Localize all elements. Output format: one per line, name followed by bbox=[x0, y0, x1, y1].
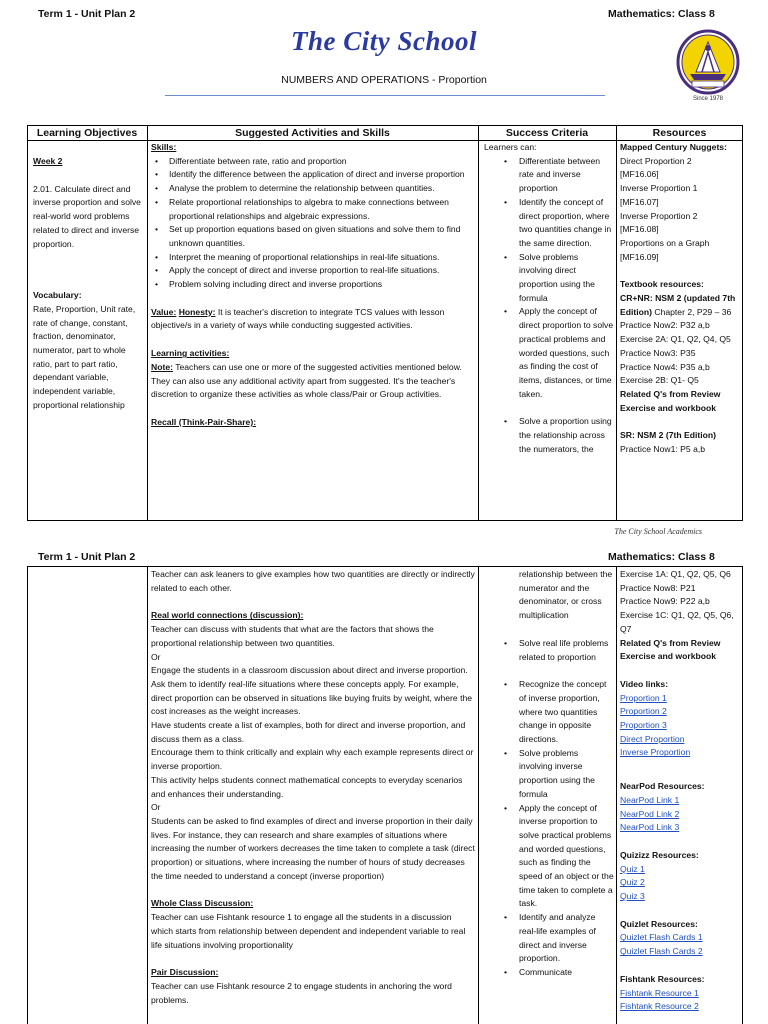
textbook-item: Practice Now3: P35 bbox=[620, 347, 696, 358]
skill-item: • Analyse the problem to determine the relationship between quantities. bbox=[151, 182, 475, 196]
textbook-item: Exercise 2A: Q1, Q2, Q4, Q5 bbox=[620, 334, 731, 345]
crest-tagline: Since 1978 bbox=[692, 96, 724, 102]
nearpod-link[interactable]: NearPod Link 1 bbox=[620, 794, 680, 805]
video-link[interactable]: Direct Proportion bbox=[620, 733, 685, 744]
nugget-item: Inverse Proportion 1 bbox=[620, 183, 698, 194]
nugget-code: [MF16.07] bbox=[620, 196, 659, 207]
criteria-item: • Apply the concept of direct proportion to solve practical problems and worded questions, such as finding the cost of items, distances, or time taken. bbox=[484, 305, 614, 401]
skill-item: • Set up proportion equations based on given situations and solve them to find unknown quantities. bbox=[151, 223, 475, 250]
criteria-intro: Learners can: bbox=[484, 142, 537, 152]
skill-item: • Interpret the meaning of proportional relationships in real-life situations. bbox=[151, 251, 475, 265]
quizlet-title: Quizlet Resources: bbox=[620, 918, 698, 929]
quiz-link[interactable]: Quiz 2 bbox=[620, 877, 645, 888]
criteria-item: • Solve problems involving inverse proportion using the formula bbox=[484, 747, 614, 802]
nugget-code: [MF16.08] bbox=[620, 224, 659, 235]
related-questions: Related Q's from Review Exercise and workbook bbox=[620, 637, 721, 662]
mapped-nuggets-title: Mapped Century Nuggets: bbox=[620, 142, 727, 152]
textbook-item: Practice Now9: P22 a,b bbox=[620, 596, 710, 607]
activity-paragraph: Engage the students in a classroom discussion about direct and inverse proportion. bbox=[151, 665, 468, 676]
success-criteria-cell bbox=[484, 141, 614, 519]
page2-criteria-cell bbox=[484, 568, 614, 1024]
nugget-item: Direct Proportion 2 bbox=[620, 155, 692, 166]
criteria-item: • Identify the concept of direct proportion, where two quantities change in the same direction. bbox=[484, 196, 614, 251]
resources-cell bbox=[620, 141, 742, 519]
school-name: The City School bbox=[290, 26, 477, 56]
page2-header-right: Mathematics: Class 8 bbox=[608, 551, 715, 563]
or-label: Or bbox=[151, 802, 161, 813]
or-label: Or bbox=[151, 651, 161, 662]
col-learning-objectives: Learning Objectives bbox=[36, 127, 138, 139]
week-label: Week 2 bbox=[33, 156, 63, 166]
page2-resources-cell bbox=[620, 568, 742, 1024]
skills-title: Skills: bbox=[151, 142, 177, 152]
skill-item: • Apply the concept of direct and inverse proportion to real-life situations. bbox=[151, 264, 475, 278]
video-links-title: Video links: bbox=[620, 678, 669, 689]
criteria-item: • Solve problems involving direct proportion using the formula bbox=[484, 251, 614, 306]
real-world-title: Real world connections (discussion): bbox=[151, 610, 304, 621]
criteria-item: • Solve real life problems related to proportion bbox=[484, 637, 614, 664]
quiz-link[interactable]: Quiz 1 bbox=[620, 863, 645, 874]
page2-header-left: Term 1 - Unit Plan 2 bbox=[38, 551, 136, 563]
skill-item: • Differentiate between rate, ratio and proportion bbox=[151, 155, 475, 169]
quizizz-title: Quizizz Resources: bbox=[620, 849, 699, 860]
col-suggested-activities: Suggested Activities and Skills bbox=[235, 127, 390, 139]
activity-paragraph: Teacher can discuss with students that what are the factors that shows the proportional relationship between two quantities. bbox=[151, 624, 434, 648]
value-paragraph: Value: Honesty: It is teacher's discretion to integrate TCS values with lesson objective/s in a variety of ways while conducting suggested activities. bbox=[151, 306, 445, 331]
nugget-code: [MF16.06] bbox=[620, 169, 659, 180]
nearpod-link[interactable]: NearPod Link 2 bbox=[620, 808, 680, 819]
textbook-item: Practice Now4: P35 a,b bbox=[620, 361, 710, 372]
fishtank-link[interactable]: Fishtank Resource 2 bbox=[620, 1001, 699, 1012]
quizlet-link[interactable]: Quizlet Flash Cards 1 bbox=[620, 932, 703, 943]
activity-paragraph: Students can be asked to find examples of direct and inverse proportion in their daily lives. For instance, they can research and share examples of situations where increasing the number of workers decreases the time taken to complete a task (direct proportion) or situations, where increasing the number of hours of study decreases the time needed to understand a concept (inverse proportion) bbox=[151, 815, 475, 881]
skill-item: • Relate proportional relationships to algebra to make connections between proportional relationships and algebraic expressions. bbox=[151, 196, 475, 223]
activity-paragraph: Teacher can use Fishtank resource 2 to engage students in anchoring the word problems. bbox=[151, 980, 452, 1005]
quizlet-link[interactable]: Quizlet Flash Cards 2 bbox=[620, 946, 703, 957]
nearpod-link[interactable]: NearPod Link 3 bbox=[620, 822, 680, 833]
criteria-item: • Recognize the concept of inverse proportion, where two quantities change in opposite directions. bbox=[484, 678, 614, 747]
criteria-list bbox=[484, 155, 614, 457]
criteria-item: • Differentiate between rate and inverse proportion bbox=[484, 155, 614, 196]
page2-activities-cell bbox=[151, 568, 475, 1024]
activity-paragraph: Have students create a list of examples, both for direct and inverse proportion, and discuss them as a class. bbox=[151, 720, 466, 744]
video-link[interactable]: Inverse Proportion bbox=[620, 747, 691, 758]
quiz-link[interactable]: Quiz 3 bbox=[620, 891, 645, 902]
col-resources: Resources bbox=[652, 127, 707, 139]
recall-title: Recall (Think-Pair-Share): bbox=[151, 416, 257, 427]
title-rule bbox=[165, 95, 605, 96]
page-footer: The City School Academics bbox=[614, 527, 702, 536]
video-link[interactable]: Proportion 3 bbox=[620, 720, 667, 731]
activity-paragraph: Teacher can use Fishtank resource 1 to engage all the students in a discussion which starts from relationship between dependent and independent variable to real life situations involving proportionality bbox=[151, 912, 466, 950]
skills-list bbox=[151, 155, 475, 292]
criteria-item: • Apply the concept of inverse proportion to solve practical problems and worded questions, such as finding the speed of an object or the time taken to complete a task. bbox=[484, 802, 614, 912]
vocabulary-text: Rate, Proportion, Unit rate, rate of change, constant, fraction, denominator, numerator, part to whole ratio, part to part ratio, dependant variable, independent variable, proportional relationship bbox=[33, 303, 136, 410]
col-success-criteria: Success Criteria bbox=[505, 127, 589, 139]
skill-item: • Identify the difference between the application of direct and inverse proportion bbox=[151, 168, 475, 182]
pair-discussion-title: Pair Discussion: bbox=[151, 967, 219, 978]
recall-text: Teacher can ask leaners to give examples how two quantities are directly or indirectly related to each other. bbox=[151, 569, 475, 593]
textbook-item: Exercise 1A: Q1, Q2, Q5, Q6 bbox=[620, 569, 731, 579]
page1-header-left: Term 1 - Unit Plan 2 bbox=[38, 8, 136, 20]
fishtank-link[interactable]: Fishtank Resource 1 bbox=[620, 987, 699, 998]
activity-paragraph: Ask them to identify real-life situations where these concepts apply. For example, direct proportion can be observed in situations like buying fruits by weight, where the cost increases as the weight increases. bbox=[151, 678, 473, 717]
criteria-list bbox=[484, 637, 614, 980]
criteria-item: • Communicate bbox=[484, 966, 614, 980]
sr-title: SR: NSM 2 (7th Edition) bbox=[620, 430, 716, 441]
activities-cell bbox=[151, 141, 475, 519]
activity-paragraph: This activity helps students connect mathematical concepts to everyday scenarios and enhances their understanding. bbox=[151, 774, 463, 799]
school-crest-logo bbox=[676, 28, 740, 102]
textbook-item: Practice Now2: P32 a,b bbox=[620, 320, 710, 331]
skill-item: • Problem solving including direct and inverse proportions bbox=[151, 278, 475, 292]
page1-header-right: Mathematics: Class 8 bbox=[608, 8, 715, 20]
textbook-item: Exercise 2B: Q1- Q5 bbox=[620, 375, 699, 386]
note-paragraph: Note: Teachers can use one or more of the suggested activities mentioned below. They can also use any additional activity apart from suggested. It's the teacher's discretion to organize these activities as whole class/Pair or Group activities. bbox=[151, 361, 462, 400]
textbook-item: Exercise 1C: Q1, Q2, Q5, Q6, Q7 bbox=[620, 610, 734, 634]
whole-class-title: Whole Class Discussion: bbox=[151, 898, 254, 909]
crnr-line: CR+NR: NSM 2 (updated 7th Edition) Chapter 2, P29 – 36 bbox=[620, 293, 736, 317]
nugget-code: [MF16.09] bbox=[620, 251, 659, 262]
sr-item: Practice Now1: P5 a,b bbox=[620, 444, 706, 455]
textbook-title: Textbook resources: bbox=[620, 279, 704, 290]
fishtank-title: Fishtank Resources: bbox=[620, 973, 705, 984]
textbook-item: Practice Now8: P21 bbox=[620, 582, 696, 593]
objective-text: 2.01. Calculate direct and inverse proportion and solve real-world word problems related to direct and inverse proportion. bbox=[33, 183, 141, 249]
unit-subtitle: NUMBERS AND OPERATIONS - Proportion bbox=[281, 74, 487, 86]
vocabulary-title: Vocabulary: bbox=[33, 290, 82, 301]
criteria-continued: relationship between the numerator and the denominator, or cross multiplication bbox=[519, 569, 613, 621]
criteria-item: • Identify and analyze real-life examples of direct and inverse proportion. bbox=[484, 911, 614, 966]
nearpod-title: NearPod Resources: bbox=[620, 781, 705, 792]
learning-activities-title: Learning activities: bbox=[151, 348, 230, 359]
video-link[interactable]: Proportion 2 bbox=[620, 706, 667, 717]
video-link[interactable]: Proportion 1 bbox=[620, 692, 667, 703]
related-questions: Related Q's from Review Exercise and workbook bbox=[620, 388, 721, 413]
nugget-item: Inverse Proportion 2 bbox=[620, 210, 698, 221]
criteria-item: • Solve a proportion using the relationship across the numerators, the bbox=[484, 415, 614, 456]
activity-paragraph: Encourage them to think critically and explain why each example represents direct or inverse proportion. bbox=[151, 747, 474, 772]
nugget-item: Proportions on a Graph bbox=[620, 237, 710, 248]
objectives-cell bbox=[33, 155, 143, 517]
